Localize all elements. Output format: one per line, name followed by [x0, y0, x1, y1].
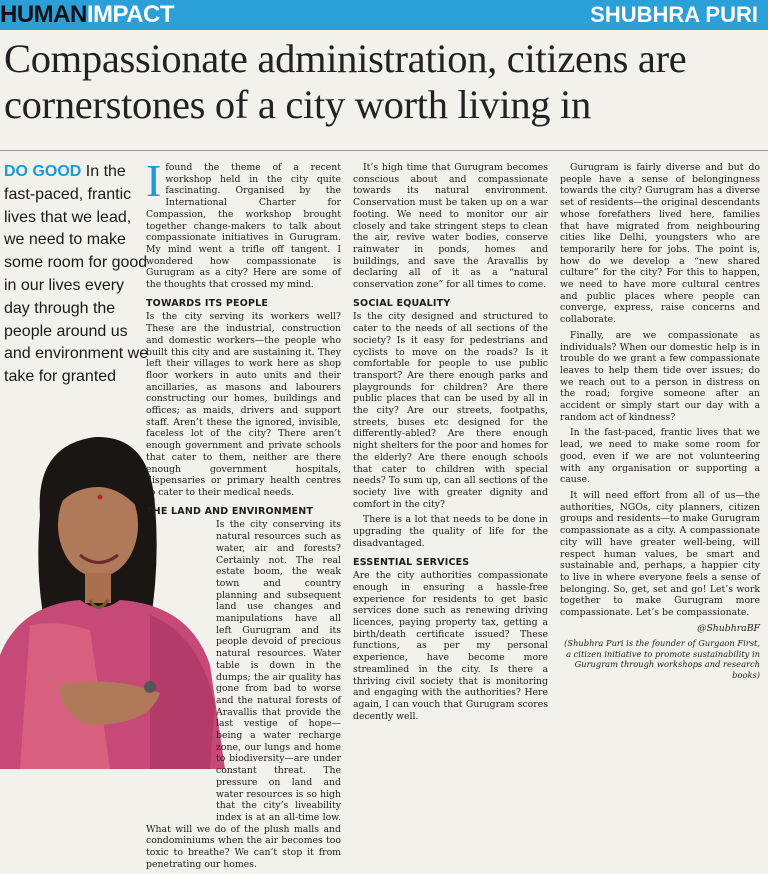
- subhead-essential-services: ESSENTIAL SERVICES: [353, 556, 470, 568]
- pull-quote-text: In the fast-paced, frantic lives that we lead, we need to make some room for good in our lives every day through the people around us and environment we take for granted: [4, 163, 149, 386]
- paragraph: Finally, are we compassionate as individuals? When our domestic help is in trouble do we grant a few compassionate leaves to help them tide over issues; do we reach out to a person in distress on the road; forgive someone after an accident or simply start our day with a random act of kindness?: [560, 329, 760, 423]
- subhead-social-equality: SOCIAL EQUALITY: [353, 297, 451, 309]
- paragraph: It’s high time that Gurugram becomes conscious about and compassionate towards its natural environment. Conservation must be taken up on a war footing. We need to monitor our air closely and take stringent steps to clean the air, revive water bodies, conserve rainwater in ponds, homes and buildings, and save the Aravallis by declaring all of it as a “natural conservation zone” for all times to come.: [353, 162, 548, 291]
- paragraph: Are the city authorities compassionate enough in ensuring a hassle-free experience for residents to get basic services done such as renewing driving licences, paying property tax, getting a birth/death certificate issued? These functions, as per my personal experience, have become more streamlined in the city. Is there a thriving civil society that is monitoring and engaging with the authorities? Here again, I can vouch that Gurugram scores decently well.: [353, 570, 548, 722]
- headline: Compassionate administration, citizens are cornerstones of a city worth living in: [4, 36, 687, 127]
- author-byline: SHUBHRA PURI: [590, 2, 758, 27]
- paragraph: Gurugram is fairly diverse and but do people have a sense of belongingness towards the city? Gurugram has a diverse set of residents—the original descendants whose forefathers lived here, families that have migrated from neighbouring cities like Delhi, youngsters who are temporarily here for jobs. The point is, how do we develop a “new shared culture” for the city? For this to happen, we need to have more cultural centres and public places where people can converge, express, raise concerns and collaborate.: [560, 162, 760, 326]
- paragraph: It will need effort from all of us—the authorities, NGOs, city planners, citizen groups and residents—to make Gurugram compassionate as a city. A compassionate city will have greater well-being, will respect human values, be smart and sustainable and, perhaps, a happier city to live in where everyone feels a sense of belonging. So, get, set and go! Let’s work together to make Gurugram more compassionate. Let’s be compassionate.: [560, 489, 760, 619]
- pull-quote: [4, 161, 154, 389]
- paragraph: Is the city designed and structured to cater to the needs of all sections of the society? Is it easy for pedestrians and cyclists to move on the roads? Is it comfortable for people to use public transport? Are there enough parks and playgrounds for children? Are there public places that can be used by all in the city? Are our streets, footpaths, streets, buses etc designed for the differently-abled? Are there enough night shelters for the poor and homes for the elderly? Are there enough schools that cater to children with special needs? To sum up, can all sections of the society live with greater dignity and comfort in the city?: [353, 311, 548, 510]
- subhead-towards-its-people: TOWARDS ITS PEOPLE: [146, 297, 269, 309]
- paragraph: There is a lot that needs to be done in upgrading the quality of life for the disadvantaged.: [353, 514, 548, 549]
- article-column-3: [560, 162, 760, 684]
- article-column-2: [353, 162, 548, 726]
- author-handle: @ShubhraBF: [697, 622, 760, 634]
- subhead-land-environment: THE LAND AND ENVIRONMENT: [146, 505, 314, 517]
- paragraph: Is the city serving its workers well? These are the industrial, construction and domestic workers—the people who built this city and are sustaining it. They left their villages to work here as shop floor workers in auto units and their ancillaries, as masons and labourers constructing our homes, buildings and offices; as maids, drivers and support staff. Aren’t these the ignored, invisible, faceless lot of the city? There aren’t enough government and private schools that cater to them, neither are there enough government hospitals, dispensaries or primary health centres to cater to their medical needs.: [146, 311, 341, 498]
- drop-cap: I: [146, 155, 162, 206]
- author-bio: (Shubhra Puri is the founder of Gurgaon First, a citizen initiative to promote sustainability in Gurugram through workshops and research books): [564, 638, 760, 680]
- divider: [0, 150, 768, 151]
- article-column-1: [146, 155, 341, 874]
- paragraph: In the fast-paced, frantic lives that we lead, we need to make some room for good, even if we are not volunteering with any organisation or supporting a cause.: [560, 427, 760, 486]
- section-title: HUMANIMPACT: [0, 1, 175, 28]
- paragraph: Is the city conserving its natural resources such as water, air and forests? Certainly not. The real estate boom, the weak town and country planning and subsequent land use changes and manipulations have all left Gurugram and its people devoid of precious natural resources. Water table is down in the dumps; the air quality has gone from bad to worse and the natural forests of Aravallis that provide the last vestige of hope—being a water recharge zone, our lungs and home to biodiversity—are under constant threat. The pressure on land and water resources is so high that the city’s liveability index is at an all-time low. What will we do of the plush malls and condominiums when the air becomes too toxic to breathe? We can’t stop it from penetrating our homes.: [146, 519, 341, 870]
- pull-quote-kicker: DO GOOD: [4, 163, 82, 180]
- article-intro: found the theme of a recent workshop held in the city quite fascinating. Organised by the International Charter for Compassion, the workshop brought together change-makers to talk about compassionate initiatives in Gurugram. My mind went a trifle off tangent. I wondered how compassionate is Gurugram as a city? Here are some of the thoughts that crossed my mind.: [146, 162, 341, 291]
